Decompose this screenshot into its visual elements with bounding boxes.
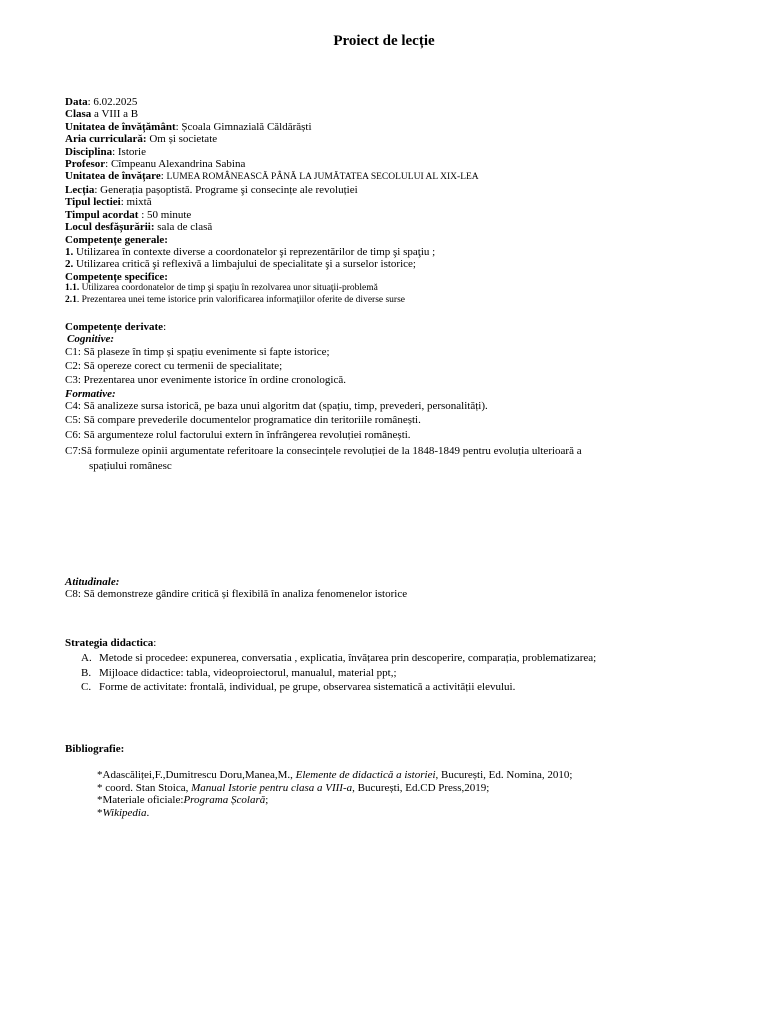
info-sep: : [138, 208, 148, 221]
info-sep: : [175, 120, 182, 133]
info-value: Om și societate [149, 133, 218, 146]
lesson-info-block [65, 96, 745, 306]
info-value: Generația pașoptistă. Programe şi consecințe ale revoluției [100, 183, 358, 196]
info-label: Profesor [65, 158, 106, 171]
competenta-derivata: C6: Să argumenteze rolul factorului extern în înfrângerea revoluției românești. [65, 429, 411, 442]
competente-derivate-block [65, 321, 745, 474]
competenta-num: 2. [65, 258, 74, 271]
bib-text: , București, Ed.CD Press,2019; [352, 781, 490, 794]
bib-title: Elemente de didactică a istoriei [295, 769, 436, 782]
page-title: Proiect de lecție [333, 33, 435, 49]
competenta-text: Utilizarea coordonatelor de timp şi spaţiu în rezolvarea unor situaţii-problemă [79, 283, 378, 294]
competenta-specifica [65, 295, 745, 307]
info-disciplina [65, 146, 745, 158]
bibliografie-item [65, 794, 745, 806]
list-marker: A. [81, 652, 92, 665]
info-lectia [65, 184, 745, 196]
bib-title: Manual Istorie pentru clasa a VIII-a [191, 781, 353, 794]
info-label: Timpul acordat [65, 208, 139, 221]
info-value: Școala Gimnazială Căldărăști [181, 120, 312, 133]
info-label: Clasa [65, 108, 92, 121]
competenta-num: 2.1 [65, 294, 77, 305]
competenta-derivata: C1: Să plaseze în timp și spațiu evenimente si fapte istorice; [65, 345, 330, 358]
info-label: Unitatea de învățământ [65, 120, 176, 133]
bibliografie-block [65, 743, 745, 819]
strategia-item [65, 667, 745, 679]
bib-title: Programa Școlară [183, 794, 266, 807]
strategia-text: Mijloace didactice: tabla, videoproiectorul, manualul, material ppt,; [99, 666, 397, 679]
bibliografie-item [65, 769, 745, 781]
bibliografie-item [65, 782, 745, 794]
info-aria-curriculara [65, 133, 745, 145]
info-profesor [65, 158, 745, 170]
competente-specifice-heading: Competențe specifice: [65, 270, 168, 283]
competenta-derivata: C5: Să compare prevederile documentelor programatice din teritoriile românești. [65, 413, 421, 426]
info-value: sala de clasă [157, 221, 213, 234]
competenta-derivata-c7: C7:Să formuleze opinii argumentate referitoare la consecințele revoluției de la 1848-1849 pentru evoluția ulterioară a [65, 444, 582, 457]
info-sep: : [112, 145, 118, 158]
cognitive-label: Cognitive: [67, 333, 115, 346]
list-marker: C. [81, 681, 92, 694]
info-timpul-acordat [65, 209, 745, 221]
info-value: 50 minute [147, 208, 192, 221]
bib-text: * coord. Stan Stoica, [97, 781, 192, 794]
bib-text: . [146, 806, 150, 819]
bibliografie-heading: Bibliografie: [65, 743, 125, 755]
competenta-derivata-c7-continuation: spațiului românesc [89, 460, 172, 473]
info-label: Data [65, 96, 88, 108]
bibliografie-item [65, 807, 745, 819]
info-tipul-lectiei [65, 196, 745, 208]
competente-derivate-heading [65, 321, 745, 333]
competente-generale-heading: Competențe generale: [65, 233, 168, 246]
competenta-text: . Prezentarea unei teme istorice prin valorificarea informaţiilor oferite de diverse surse [76, 294, 406, 305]
info-value: LUMEA ROMÂNEASCĂ PÂNĂ LA JUMĂTATEA SECOLULUI AL XIX-LEA [166, 172, 479, 183]
bib-text: , București, Ed. Nomina, 2010; [435, 769, 573, 782]
atitudinale-block [65, 576, 745, 602]
strategia-item [65, 652, 745, 664]
info-label: Unitatea de învățare [65, 170, 161, 183]
info-sep: : [87, 96, 94, 108]
heading-text: Strategia didactica [65, 637, 154, 649]
info-sep: : [120, 196, 127, 209]
bib-text: *Adascăliței,F.,Dumitrescu Doru,Manea,M., [97, 769, 296, 782]
strategia-text: Forme de activitate: frontală, individual, pe grupe, observarea sistematică a activității elevului. [99, 681, 516, 694]
competenta-generala [65, 258, 745, 270]
strategia-heading [65, 637, 745, 649]
info-locul-desfasurarii [65, 221, 745, 233]
info-unitatea-invatamant [65, 121, 745, 133]
competenta-text: Utilizarea critică şi reflexivă a limbajului de specialitate şi a surselor istorice; [73, 258, 416, 271]
bib-text: ; [265, 794, 269, 807]
strategia-item [65, 681, 745, 693]
competenta-text: Utilizarea în contexte diverse a coordonatelor şi reprezentărilor de timp şi spaţiu ; [73, 245, 436, 258]
info-value: mixtă [126, 196, 152, 209]
competenta-derivata: C4: Să analizeze sursa istorică, pe baza unui algoritm dat (spațiu, timp, prevederi, personalități). [65, 399, 488, 412]
competenta-num: 1.1. [65, 283, 80, 294]
info-label: Lecția [65, 183, 95, 196]
competenta-num: 1. [65, 245, 74, 258]
bib-text: *Materiale oficiale: [97, 794, 184, 807]
heading-suffix: : [153, 637, 157, 649]
info-sep: : [160, 170, 167, 183]
info-sep: : [94, 183, 101, 196]
info-data [65, 96, 745, 108]
info-value: Istorie [117, 145, 146, 158]
formative-label: Formative: [65, 387, 116, 400]
info-label: Locul desfășurării: [65, 221, 155, 234]
atitudinale-label: Atitudinale: [65, 576, 120, 588]
info-clasa [65, 108, 745, 120]
competenta-generala [65, 246, 745, 258]
info-label: Tipul lectiei [65, 196, 121, 209]
info-value: Cîmpeanu Alexandrina Sabina [110, 158, 246, 171]
heading-text: Competențe derivate [65, 321, 164, 333]
info-unitatea-invatare [65, 170, 745, 184]
competenta-derivata: C8: Să demonstreze gândire critică și flexibilă în analiza fenomenelor istorice [65, 588, 408, 601]
competenta-derivata: C3: Prezentarea unor evenimente istorice în ordine cronologică. [65, 373, 347, 386]
heading-suffix: : [163, 321, 167, 333]
bib-title: Wikipedia [102, 806, 147, 819]
competenta-specifica [65, 283, 745, 295]
competenta-derivata: C2: Să opereze corect cu termenii de specialitate; [65, 359, 283, 372]
info-sep: : [105, 158, 111, 171]
info-label: Aria curriculară: [65, 133, 147, 146]
info-value: a VIII a B [94, 108, 139, 121]
list-marker: B. [81, 666, 92, 679]
bib-text: * [97, 806, 103, 819]
info-label: Disciplina [65, 145, 113, 158]
info-value: 6.02.2025 [93, 96, 138, 108]
strategia-text: Metode si procedee: expunerea, conversatia , explicatia, învățarea prin descoperire, comparația, problematizarea; [99, 652, 597, 665]
strategia-block [65, 637, 745, 696]
